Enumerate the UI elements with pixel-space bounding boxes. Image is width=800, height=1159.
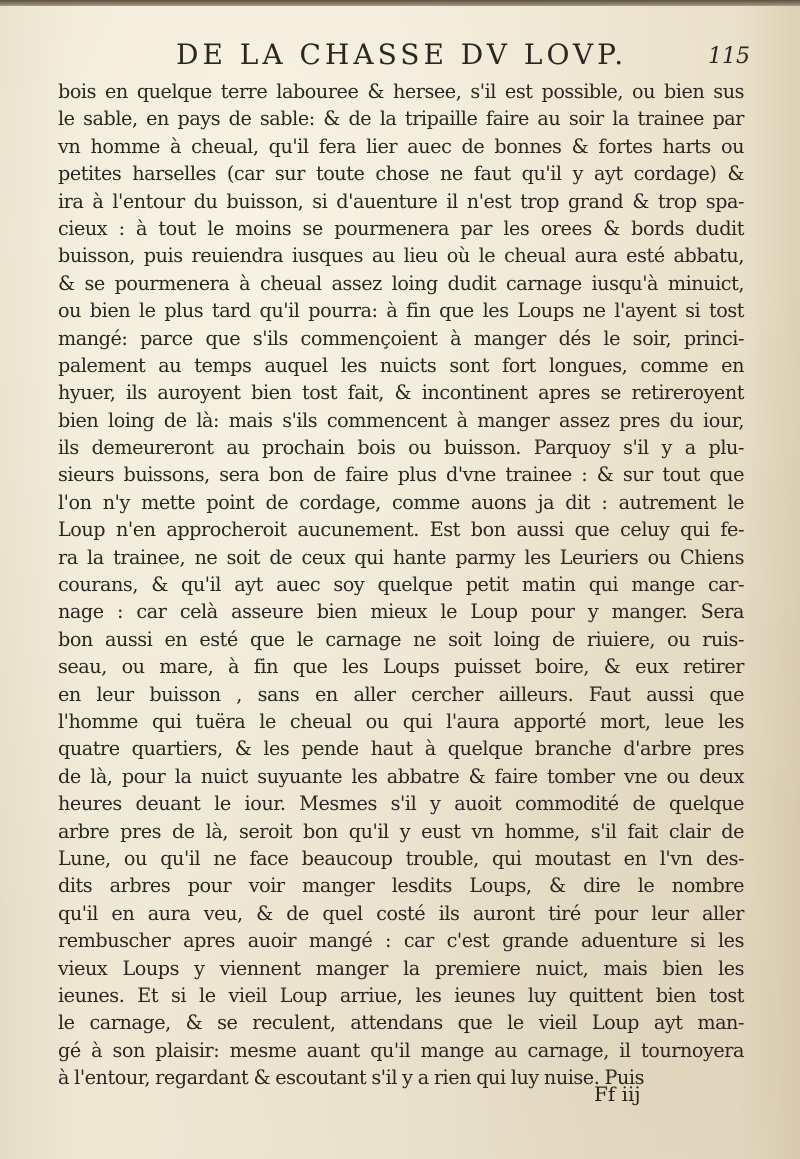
text-line: cieux : à tout le moins se pourmenera par les orees & bords dudit [58,216,744,240]
folio-number: 115 [708,44,750,69]
text-line: hyuer, ils auroyent bien tost fait, & incontinent apres se retireroyent [58,381,744,405]
text-line: bien loing de là: mais s'ils commencent à manger assez pres du iour, [58,408,744,432]
text-line: petites harselles (car sur toute chose ne faut qu'il y ayt cordage) & [58,162,744,186]
text-line: quatre quartiers, & les pende haut à quelque branche d'arbre pres [58,737,744,761]
text-line: sieurs buissons, sera bon de faire plus d'vne trainee : & sur tout que [58,463,744,487]
text-line: qu'il en aura veu, & de quel costé ils auront tiré pour leur aller [58,901,744,925]
text-line: ira à l'entour du buisson, si d'auenture il n'est trop grand & trop spa- [58,189,744,213]
text-line: buisson, puis reuiendra iusques au lieu où le cheual aura esté abbatu, [58,244,744,268]
text-line: vieux Loups y viennent manger la premiere nuict, mais bien les [58,956,744,980]
text-line: palement au temps auquel les nuicts sont fort longues, comme en [58,353,744,377]
page-top-edge [0,0,800,6]
body-text [58,78,744,1091]
text-line: le sable, en pays de sable: & de la tripaille faire au soir la trainee par [58,107,744,131]
text-line: heures deuant le iour. Mesmes s'il y auoit commodité de quelque [58,792,744,816]
text-line: en leur buisson , sans en aller cercher ailleurs. Faut aussi que [58,682,744,706]
text-line: ou bien le plus tard qu'il pourra: à fin que les Loups ne l'ayent si tost [58,299,744,323]
text-line: arbre pres de là, seroit bon qu'il y eust vn homme, s'il fait clair de [58,819,744,843]
text-line: de là, pour la nuict suyuante les abbatre & faire tomber vne ou deux [58,764,744,788]
text-line: Lune, ou qu'il ne face beaucoup trouble, qui moutast en l'vn des- [58,846,744,870]
text-line: & se pourmenera à cheual assez loing dudit carnage iusqu'à minuict, [58,271,744,295]
text-line: bois en quelque terre labouree & hersee, s'il est possible, ou bien sus [58,80,744,103]
text-line: gé à son plaisir: mesme auant qu'il mange au carnage, il tournoyera [58,1038,744,1062]
text-line: le carnage, & se reculent, attendans que le vieil Loup ayt man- [58,1011,744,1035]
text-line: à l'entour, regardant & escoutant s'il y a rien qui luy nuise. Puis [58,1066,644,1090]
running-title: DE LA CHASSE DV LOVP. [176,38,628,71]
text-line: l'on n'y mette point de cordage, comme auons ja dit : autrement le [58,490,744,514]
text-line: dits arbres pour voir manger lesdits Loups, & dire le nombre [58,874,744,898]
text-line: seau, ou mare, à fin que les Loups puisset boire, & eux retirer [58,655,744,679]
text-line: Loup n'en approcheroit aucunement. Est bon aussi que celuy qui fe- [58,518,744,542]
text-line: vn homme à cheual, qu'il fera lier auec de bonnes & fortes harts ou [58,134,744,158]
text-line: ils demeureront au prochain bois ou buisson. Parquoy s'il y a plu- [58,436,744,460]
text-line: rembuscher apres auoir mangé : car c'est grande aduenture si les [58,929,744,953]
text-line: mangé: parce que s'ils commençoient à manger dés le soir, princi- [58,326,744,350]
signature-mark: Ff iij [594,1082,641,1106]
text-line: ra la trainee, ne soit de ceux qui hante parmy les Leuriers ou Chiens [58,545,744,569]
text-line: bon aussi en esté que le carnage ne soit loing de riuiere, ou ruis- [58,627,744,651]
text-line: ieunes. Et si le vieil Loup arriue, les ieunes luy quittent bien tost [58,983,744,1007]
text-line: nage : car celà asseure bien mieux le Loup pour y manger. Sera [58,600,744,624]
text-line: l'homme qui tuëra le cheual ou qui l'aura apporté mort, leue les [58,709,744,733]
text-line: courans, & qu'il ayt auec soy quelque petit matin qui mange car- [58,573,744,597]
